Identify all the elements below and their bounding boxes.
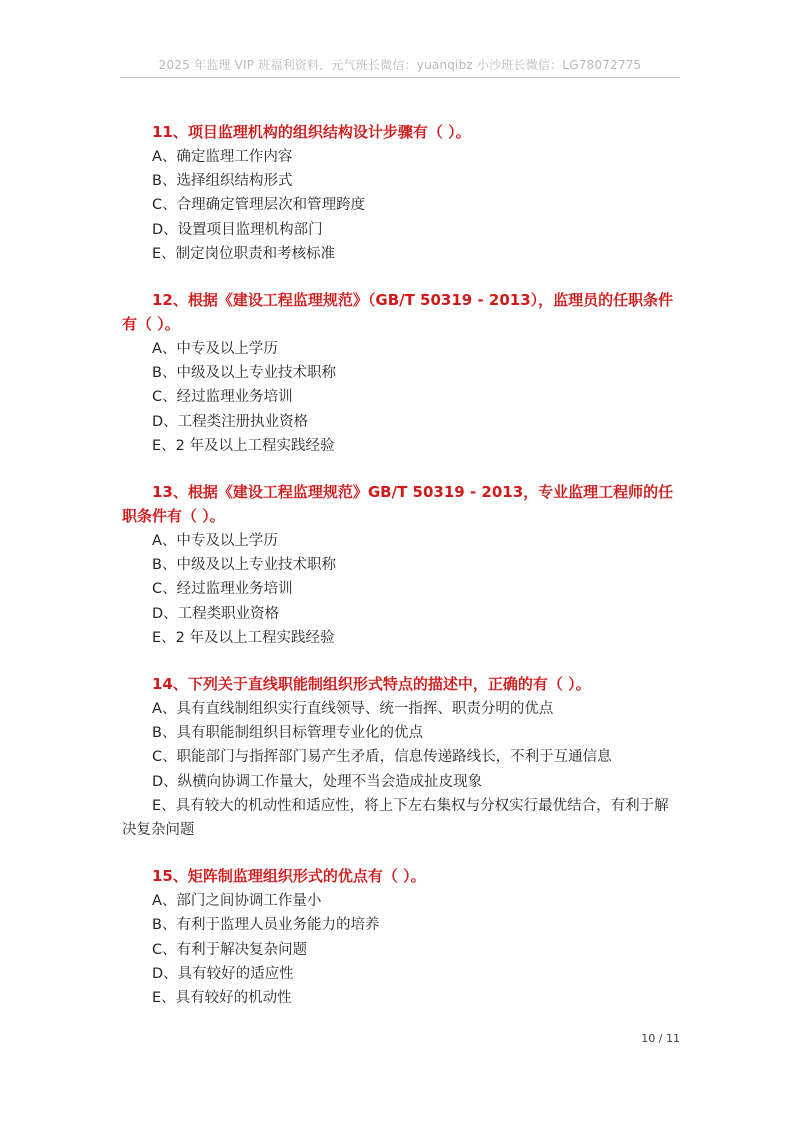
option-c: C、经过监理业务培训 [152,581,293,598]
option-e: E、制定岗位职责和考核标准 [152,245,336,262]
option-b: B、选择组织结构形式 [152,173,293,190]
question-title: 12、根据《建设工程监理规范》（GB/T 50319 - 2013），监理员的任职条件有（ ）。 [122,291,674,334]
page-header: 2025 年监理 VIP 班福利资料，元气班长微信：yuanqibz 小沙班长微信：LG78072775 [158,58,642,72]
option-d: D、工程类职业资格 [152,605,280,622]
option-b: B、中级及以上专业技术职称 [152,365,336,382]
question-13 [122,480,682,650]
question-title: 14、下列关于直线职能制组织形式特点的描述中，正确的有（ ）。 [152,675,591,694]
option-a: A、中专及以上学历 [152,533,278,550]
option-b: B、具有职能制组织目标管理专业化的优点 [152,725,423,742]
option-c: C、合理确定管理层次和管理跨度 [152,197,366,214]
question-title: 11、项目监理机构的组织结构设计步骤有（ ）。 [152,123,471,141]
option-c: C、有利于解决复杂问题 [152,941,308,958]
option-d: D、设置项目监理机构部门 [152,221,323,238]
page-number: 10 / 11 [641,1032,680,1045]
option-c: C、职能部门与指挥部门易产生矛盾，信息传递路线长，不利于互通信息 [152,749,612,766]
option-d: D、具有较好的适应性 [152,965,294,982]
question-11 [122,120,682,266]
option-e: E、2 年及以上工程实践经验 [152,629,335,646]
option-b: B、中级及以上专业技术职称 [152,557,336,574]
option-a: A、确定监理工作内容 [152,149,293,165]
option-d: D、工程类注册执业资格 [152,413,309,430]
question-title: 15、矩阵制监理组织形式的优点有（ ）。 [152,867,426,886]
header-divider [120,77,680,78]
option-a: A、部门之间协调工作量小 [152,893,322,910]
option-d: D、纵横向协调工作量大，处理不当会造成扯皮现象 [152,773,483,790]
option-a: A、中专及以上学历 [152,341,278,358]
question-list [122,120,682,1032]
option-e: E、2 年及以上工程实践经验 [152,437,335,454]
question-15 [122,864,682,1010]
option-e: E、具有较好的机动性 [152,990,292,1007]
option-e: E、具有较大的机动性和适应性，将上下左右集权与分权实行最优结合，有利于解决复杂问题 [122,797,669,839]
option-b: B、有利于监理人员业务能力的培养 [152,917,380,934]
option-c: C、经过监理业务培训 [152,389,293,406]
option-a: A、具有直线制组织实行直线领导、统一指挥、职责分明的优点 [152,701,554,718]
question-title: 13、根据《建设工程监理规范》GB/T 50319 - 2013，专业监理工程师的任职条件有（ ）。 [122,483,674,526]
question-12 [122,288,682,458]
question-14 [122,672,682,842]
